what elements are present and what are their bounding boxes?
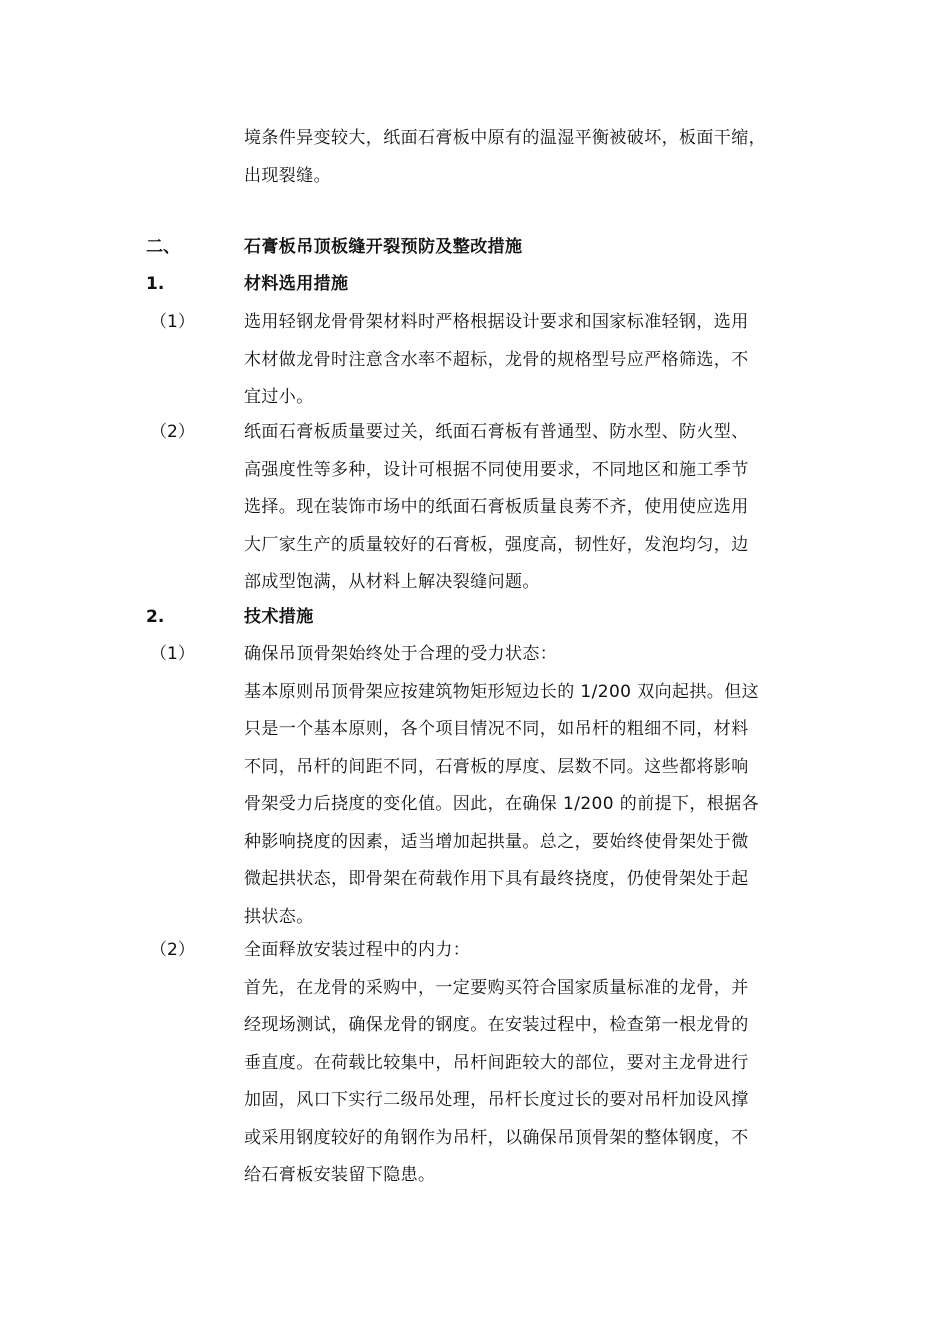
text-line: 只是一个基本原则，各个项目情况不同，如吊杆的粗细不同，材料: [244, 719, 749, 739]
text-line: 大厂家生产的质量较好的石膏板，强度高，韧性好，发泡均匀，边: [244, 534, 749, 555]
item-paragraph: [244, 636, 806, 936]
text-line: 高强度性等多种，设计可根据不同使用要求，不同地区和施工季节: [244, 459, 749, 480]
text-line: 纸面石膏板质量要过关，纸面石膏板有普通型、防水型、防火型、: [244, 422, 749, 442]
text-line: 加固，风口下实行二级吊处理，吊杆长度过长的要对吊杆加设风撑: [244, 1090, 749, 1110]
subsection-title: 技术措施: [244, 607, 314, 627]
item-paragraph: [244, 414, 806, 602]
text-line: 微起拱状态，即骨架在荷载作用下具有最终挠度，仍使骨架处于起: [244, 869, 749, 889]
text-line: 基本原则吊顶骨架应按建筑物矩形短边长的 1/200 双向起拱。但这: [244, 681, 759, 702]
text-line: 木材做龙骨时注意含水率不超标，龙骨的规格型号应严格筛选，不: [244, 349, 749, 370]
intro-paragraph: [244, 120, 806, 195]
section-title: 石膏板吊顶板缝开裂预防及整改措施: [244, 237, 523, 257]
text-line: 垂直度。在荷载比较集中，吊杆间距较大的部位，要对主龙骨进行: [244, 1052, 749, 1073]
subsection-title: 材料选用措施: [244, 274, 349, 294]
item-label: （2）: [150, 422, 195, 442]
item-label: （1）: [150, 312, 195, 332]
text-line: 宜过小。: [244, 387, 314, 407]
text-line: 经现场测试，确保龙骨的钢度。在安装过程中，检查第一根龙骨的: [244, 1015, 749, 1035]
subsection-number: 1.: [146, 274, 165, 294]
text-line: 境条件异变较大，纸面石膏板中原有的温湿平衡被破坏，板面干缩，: [244, 128, 766, 148]
text-line: 不同，吊杆的间距不同，石膏板的厚度、层数不同。这些都将影响: [244, 756, 749, 777]
section-number: 二、: [146, 237, 180, 257]
text-line: 拱状态。: [244, 906, 314, 927]
item-label: （1）: [150, 644, 195, 664]
text-line: 首先，在龙骨的采购中，一定要购买符合国家质量标准的龙骨，并: [244, 977, 749, 998]
item-label: （2）: [150, 940, 195, 960]
text-line: 选择。现在装饰市场中的纸面石膏板质量良莠不齐，使用使应选用: [244, 497, 749, 517]
text-line: 给石膏板安装留下隐患。: [244, 1165, 436, 1185]
item-paragraph: [244, 932, 806, 1195]
text-line: 或采用钢度较好的角钢作为吊杆，以确保吊顶骨架的整体钢度，不: [244, 1127, 749, 1148]
text-line: 出现裂缝。: [244, 165, 331, 186]
text-line: 种影响挠度的因素，适当增加起拱量。总之，要始终使骨架处于微: [244, 831, 749, 852]
text-line: 部成型饱满，从材料上解决裂缝问题。: [244, 572, 540, 592]
item-paragraph: [244, 304, 806, 417]
text-line: 骨架受力后挠度的变化值。因此，在确保 1/200 的前提下，根据各: [244, 794, 759, 814]
text-line: 全面释放安装过程中的内力：: [244, 940, 471, 960]
subsection-number: 2.: [146, 607, 165, 627]
text-line: 选用轻钢龙骨骨架材料时严格根据设计要求和国家标准轻钢，选用: [244, 312, 749, 332]
text-line: 确保吊顶骨架始终处于合理的受力状态：: [244, 644, 558, 664]
